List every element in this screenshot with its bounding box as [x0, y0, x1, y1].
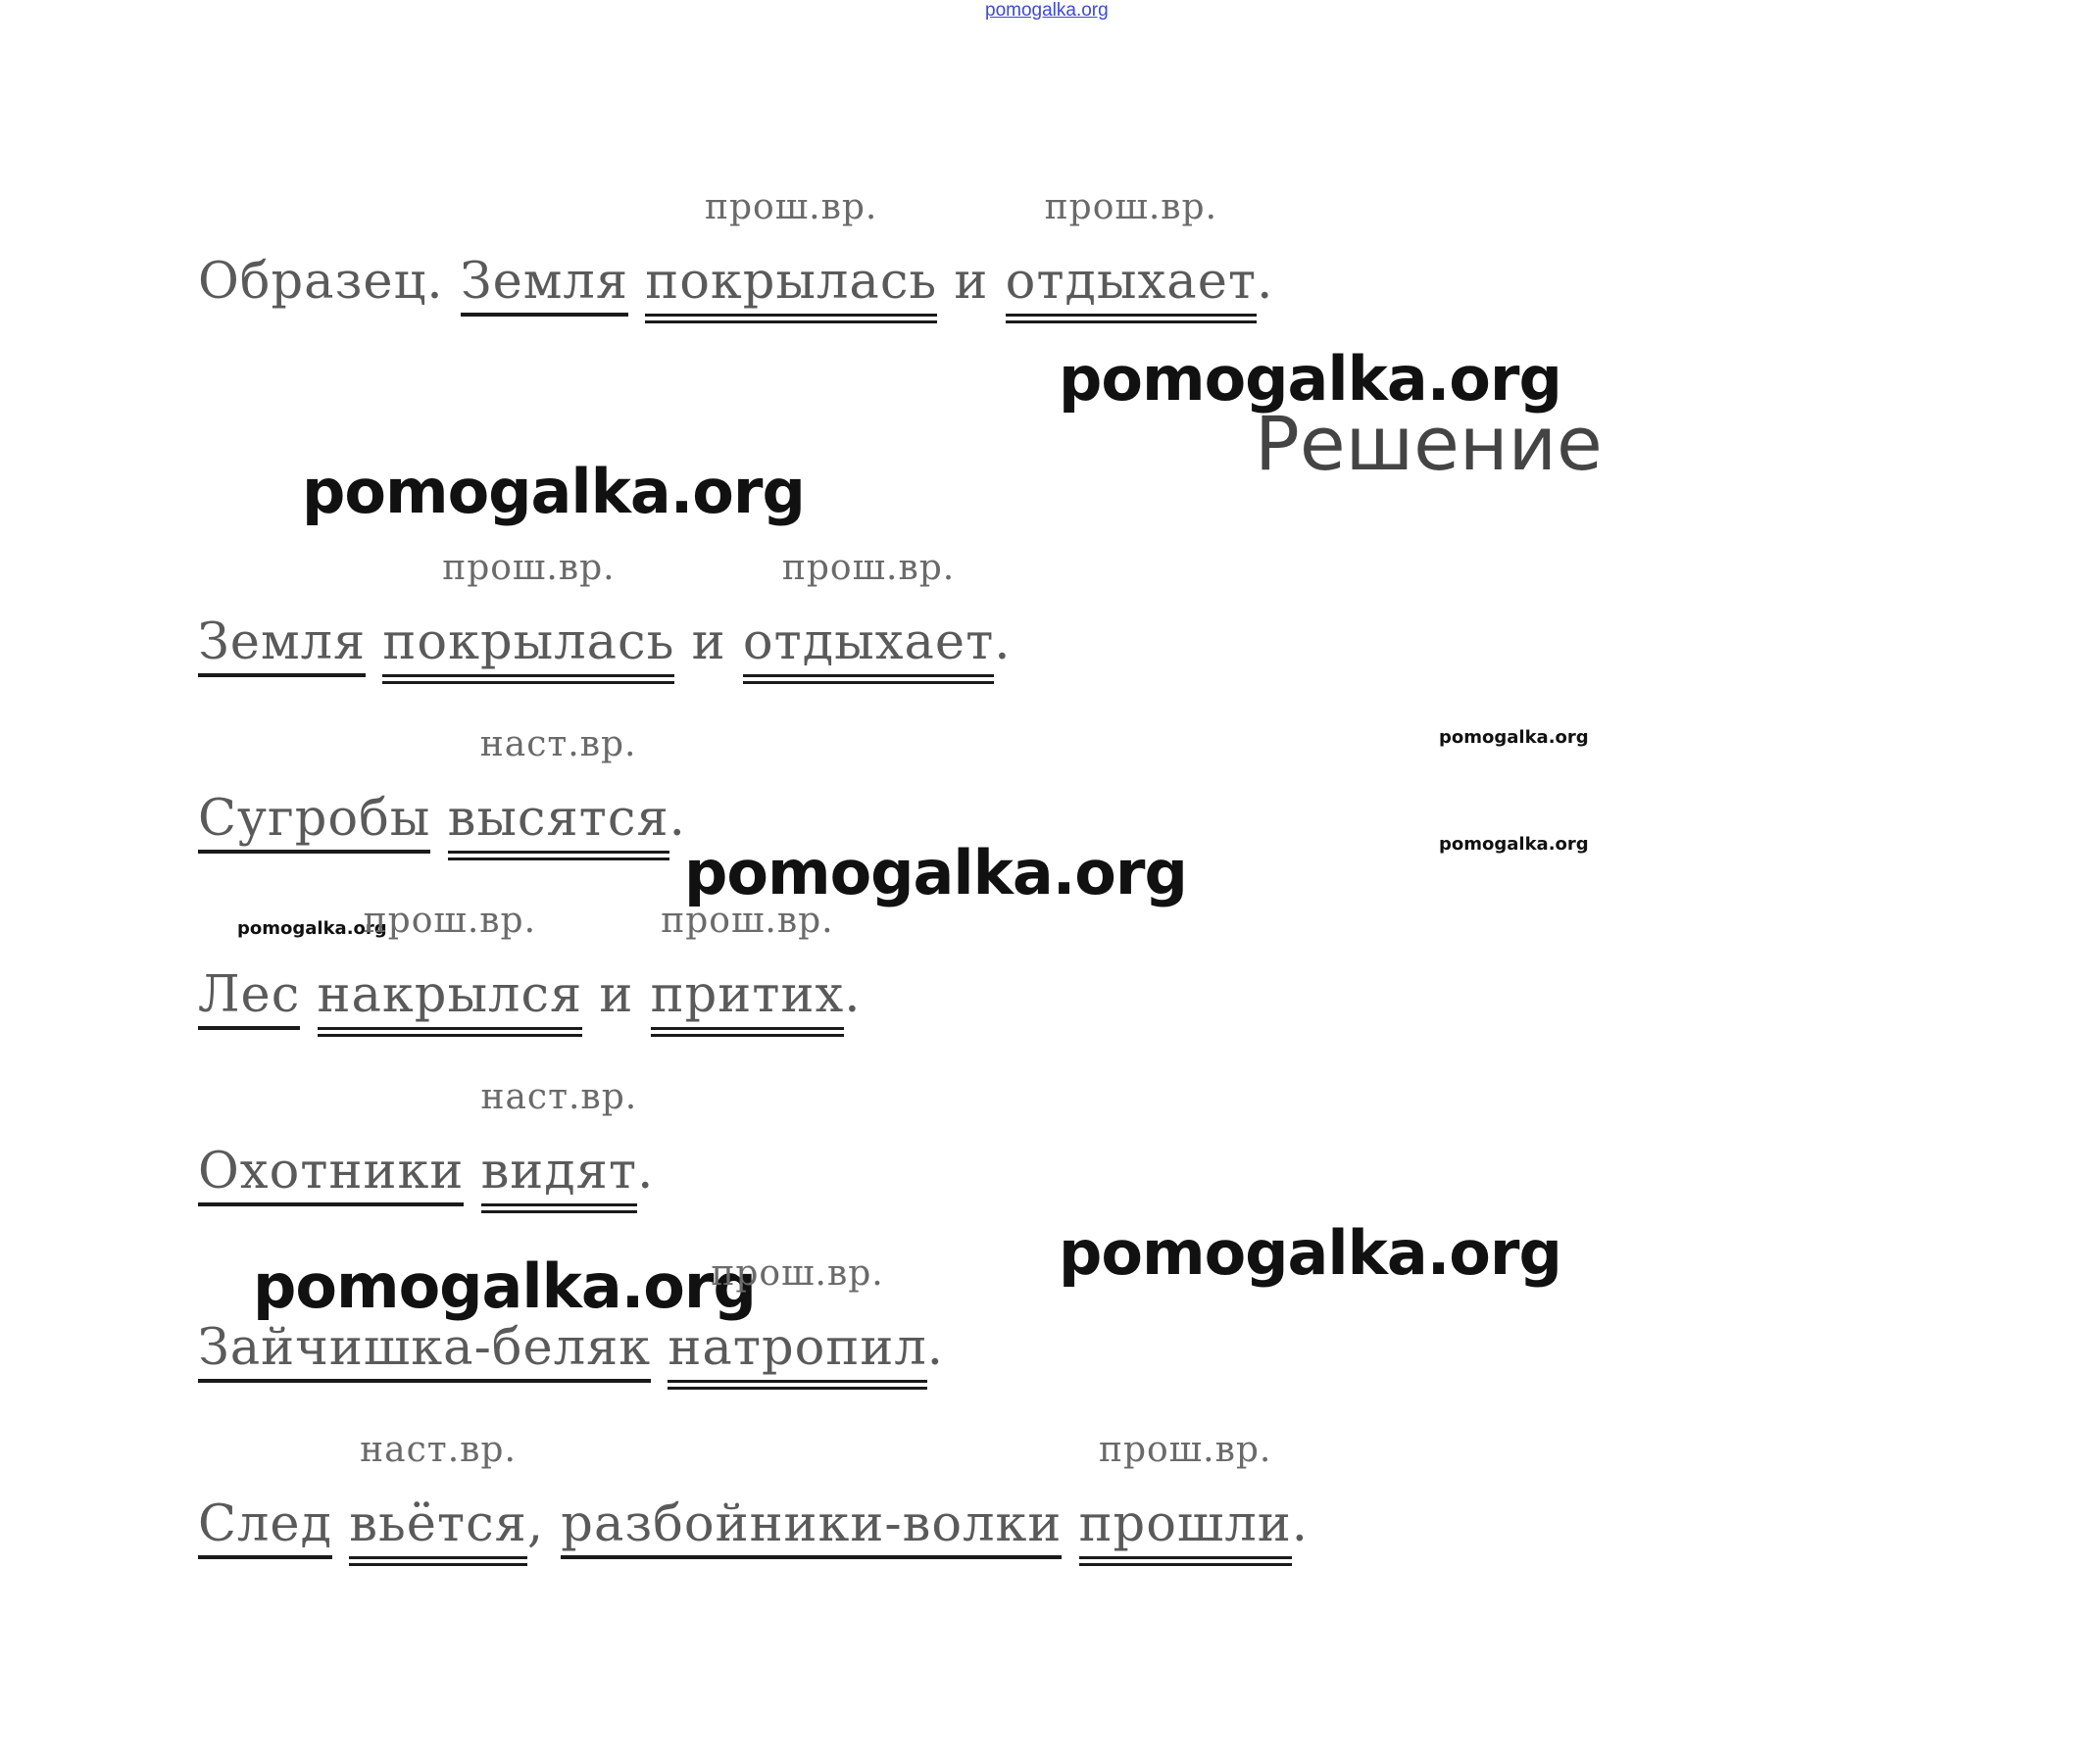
sentence-6-verb2	[1078, 1430, 1292, 1566]
sentence-1-tense2: прош.вр.	[781, 548, 956, 588]
watermark-5: pomogalka.org	[684, 837, 1187, 908]
sentence-6	[198, 1430, 1309, 1566]
sentence-6-subject2: разбойники-волки	[561, 1495, 1062, 1559]
sentence-4-verb1	[480, 1077, 638, 1213]
sample-sentence	[198, 187, 1274, 323]
sentence-3-conj: и	[599, 966, 634, 1024]
sample-tense1: прош.вр.	[704, 187, 878, 227]
sentence-2-end: .	[668, 790, 686, 848]
sentence-5-end: .	[926, 1319, 944, 1377]
sentence-4	[198, 1077, 655, 1213]
sentence-6-subject: След	[198, 1495, 332, 1559]
sentence-4-verb1-text: видят	[480, 1143, 638, 1200]
sample-verb1-text: покрылась	[645, 253, 938, 311]
sentence-1-verb1-text: покрылась	[382, 613, 675, 671]
sentence-3-verb1-text: накрылся	[317, 966, 583, 1024]
sentence-6-tense2: прош.вр.	[1098, 1430, 1272, 1470]
sentence-6-end: .	[1291, 1495, 1309, 1553]
sample-verb2	[1005, 187, 1258, 323]
sample-tense2: прош.вр.	[1044, 187, 1218, 227]
sentence-5-verb1-text: натропил	[668, 1319, 927, 1377]
sample-label: Образец.	[198, 253, 444, 311]
sentence-2	[198, 724, 686, 860]
sentence-3-subject: Лес	[198, 966, 300, 1030]
sentence-2-verb1	[447, 724, 669, 860]
sentence-1	[198, 548, 1012, 684]
watermark-1: pomogalka.org	[1059, 343, 1561, 415]
sentence-3-tense1: прош.вр.	[363, 901, 537, 941]
sentence-2-subject: Сугробы	[198, 790, 430, 854]
watermark-4: pomogalka.org	[1439, 834, 1589, 855]
sentence-6-comma: ,	[526, 1495, 545, 1553]
sample-verb1	[645, 187, 938, 323]
sentence-1-end: .	[994, 613, 1012, 671]
watermark-2: pomogalka.org	[302, 456, 805, 527]
watermark-8: pomogalka.org	[253, 1250, 756, 1322]
sample-verb2-text: отдыхает	[1005, 253, 1258, 311]
sentence-3-verb1	[317, 901, 583, 1037]
sentence-4-subject: Охотники	[198, 1143, 464, 1206]
sentence-4-tense1: наст.вр.	[480, 1077, 638, 1117]
watermark-7: pomogalka.org	[1059, 1217, 1561, 1289]
sentence-3-tense2: прош.вр.	[661, 901, 834, 941]
sentence-3-verb2	[650, 901, 845, 1037]
sentence-1-tense1: прош.вр.	[442, 548, 616, 588]
sentence-1-verb1	[382, 548, 675, 684]
sentence-6-verb2-text: прошли	[1078, 1495, 1292, 1553]
sentence-6-tense1: наст.вр.	[360, 1430, 517, 1470]
sample-subject: Земля	[461, 253, 628, 317]
sentence-5-subject: Зайчишка-беляк	[198, 1319, 651, 1383]
watermark-6: pomogalka.org	[237, 918, 387, 939]
sample-end: .	[1257, 253, 1274, 311]
sentence-1-verb2	[742, 548, 995, 684]
sentence-4-end: .	[637, 1143, 655, 1200]
watermark-3: pomogalka.org	[1439, 727, 1589, 748]
sample-conj: и	[954, 253, 989, 311]
sentence-5-verb1	[668, 1253, 927, 1390]
sentence-1-conj: и	[691, 613, 726, 671]
sentence-3-end: .	[844, 966, 862, 1024]
sentence-5-tense1: прош.вр.	[711, 1253, 884, 1294]
sentence-3-verb2-text: притих	[650, 966, 845, 1024]
sentence-1-verb2-text: отдыхает	[742, 613, 995, 671]
header-watermark: pomogalka.org	[985, 0, 1109, 21]
solution-heading: Решение	[1255, 400, 1603, 487]
sentence-6-verb1	[349, 1430, 527, 1566]
sentence-1-subject: Земля	[198, 613, 366, 677]
sentence-2-tense1: наст.вр.	[479, 724, 637, 764]
sentence-2-verb1-text: высятся	[447, 790, 669, 848]
sentence-6-verb1-text: вьётся	[349, 1495, 527, 1553]
